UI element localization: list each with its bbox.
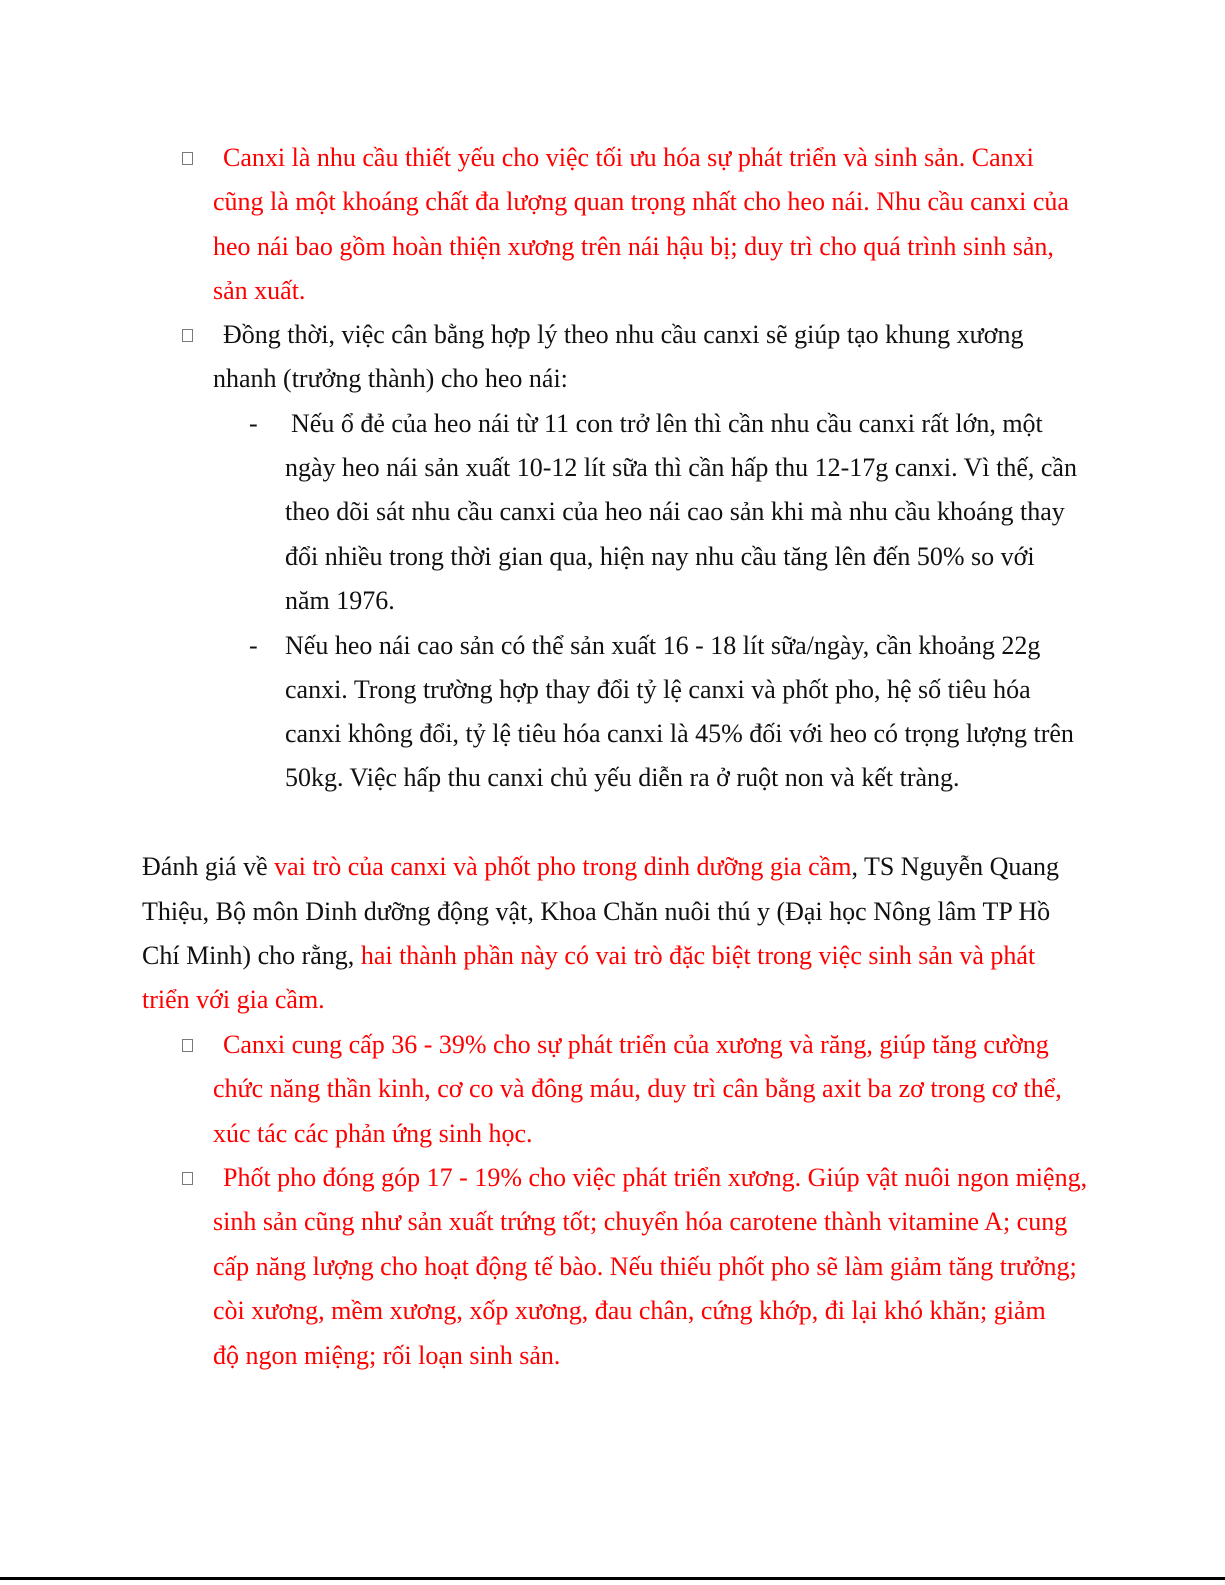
- bullet-text-line: Canxi cung cấp 36 - 39% cho sự phát triển của xương và răng, giúp tăng cường: [223, 1030, 1049, 1059]
- paragraph-line: [142, 852, 1059, 882]
- page-bottom-divider: [0, 1577, 1225, 1580]
- bullet-text-line: Đồng thời, việc cân bằng hợp lý theo nhu cầu canxi sẽ giúp tạo khung xương: [223, 320, 1024, 349]
- bullet-text-line: heo nái bao gồm hoàn thiện xương trên nái hậu bị; duy trì cho quá trình sinh sản,: [213, 232, 1054, 261]
- bullet-text-line: Canxi là nhu cầu thiết yếu cho việc tối ưu hóa sự phát triển và sinh sản. Canxi: [223, 143, 1034, 172]
- bullet-text-line: cũng là một khoáng chất đa lượng quan trọng nhất cho heo nái. Nhu cầu canxi của: [213, 187, 1069, 216]
- dash-marker: -: [249, 631, 258, 660]
- subitem-text-line: đổi nhiều trong thời gian qua, hiện nay nhu cầu tăng lên đến 50% so với: [285, 542, 1035, 571]
- paragraph-line: Thiệu, Bộ môn Dinh dưỡng động vật, Khoa Chăn nuôi thú y (Đại học Nông lâm TP Hồ: [142, 897, 1051, 926]
- bullet-text-line: xúc tác các phản ứng sinh học.: [213, 1119, 533, 1148]
- checkbox-bullet-icon: [182, 152, 193, 165]
- checkbox-bullet-icon: [182, 1039, 193, 1052]
- bullet-text-line: chức năng thần kinh, cơ co và đông máu, duy trì cân bằng axit ba zơ trong cơ thể,: [213, 1074, 1062, 1103]
- paragraph-line: [142, 941, 1035, 971]
- paragraph-text-span: Chí Minh) cho rằng,: [142, 941, 361, 970]
- bullet-text-line: độ ngon miệng; rối loạn sinh sản.: [213, 1341, 561, 1370]
- subitem-text-line: Nếu ổ đẻ của heo nái từ 11 con trở lên thì cần nhu cầu canxi rất lớn, một: [291, 409, 1043, 438]
- subitem-text-line: Nếu heo nái cao sản có thể sản xuất 16 - 18 lít sữa/ngày, cần khoảng 22g: [285, 631, 1041, 660]
- subitem-text-line: ngày heo nái sản xuất 10-12 lít sữa thì cần hấp thu 12-17g canxi. Vì thế, cần: [285, 453, 1077, 482]
- subitem-text-line: năm 1976.: [285, 586, 395, 615]
- highlighted-text: hai thành phần này có vai trò đặc biệt trong việc sinh sản và phát: [360, 941, 1036, 970]
- highlighted-link-text: vai trò của canxi và phốt pho trong dinh dưỡng gia cầm: [274, 852, 852, 881]
- subitem-text-line: canxi không đổi, tỷ lệ tiêu hóa canxi là 45% đối với heo có trọng lượng trên: [285, 719, 1074, 748]
- paragraph-text-span: Đánh giá về: [142, 852, 275, 881]
- paragraph-line: triển với gia cầm.: [142, 985, 325, 1014]
- subitem-text-line: 50kg. Việc hấp thu canxi chủ yếu diễn ra ở ruột non và kết tràng.: [285, 763, 960, 792]
- paragraph-text-span: , TS Nguyễn Quang: [851, 852, 1059, 881]
- checkbox-bullet-icon: [182, 1172, 193, 1185]
- bullet-text-line: sinh sản cũng như sản xuất trứng tốt; chuyển hóa carotene thành vitamine A; cung: [213, 1207, 1068, 1236]
- bullet-text-line: cấp năng lượng cho hoạt động tế bào. Nếu thiếu phốt pho sẽ làm giảm tăng trưởng;: [213, 1252, 1077, 1281]
- bullet-text-line: nhanh (trưởng thành) cho heo nái:: [213, 364, 568, 393]
- dash-marker: -: [249, 409, 258, 438]
- bullet-text-line: còi xương, mềm xương, xốp xương, đau chân, cứng khớp, đi lại khó khăn; giảm: [213, 1296, 1046, 1325]
- bullet-text-line: Phốt pho đóng góp 17 - 19% cho việc phát triển xương. Giúp vật nuôi ngon miệng,: [223, 1163, 1088, 1192]
- subitem-text-line: theo dõi sát nhu cầu canxi của heo nái cao sản khi mà nhu cầu khoáng thay: [285, 497, 1065, 526]
- checkbox-bullet-icon: [182, 329, 193, 342]
- bullet-text-line: sản xuất.: [213, 276, 306, 305]
- subitem-text-line: canxi. Trong trường hợp thay đổi tỷ lệ canxi và phốt pho, hệ số tiêu hóa: [285, 675, 1031, 704]
